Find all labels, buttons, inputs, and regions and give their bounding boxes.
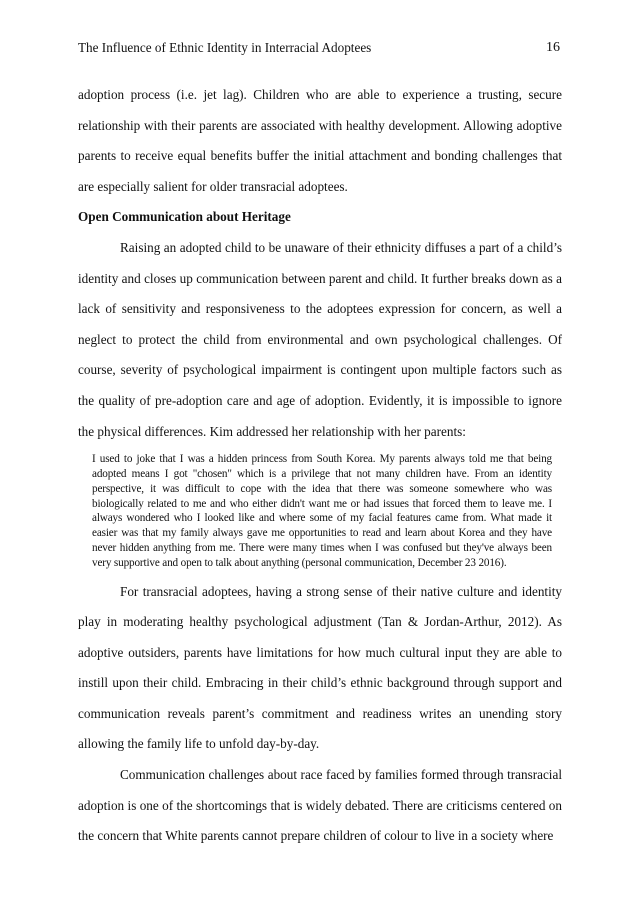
running-head-title: The Influence of Ethnic Identity in Interracial Adoptees [78,40,372,55]
block-quote: I used to joke that I was a hidden princess from South Korea. My parents always told me that being adopted means I got "chosen" which is a privilege that not many children have. From an identity perspective, it was difficult to cope with the idea that there was someone somewhere who was biologically related to me and who either didn't want me or had issues that forced them to leave me. I always wondered who I looked like and where some of my facial features came from. What made it easier was that my family always gave me opportunities to read and learn about Korea and they have never hidden anything from me. There were many times when I was confused but they've always been very supportive and open to talk about anything (personal communication, December 23 2016). [92,453,552,569]
paragraph-continuation: adoption process (i.e. jet lag). Children who are able to experience a trusting, secure relationship with their parents are associated with healthy development. Allowing adoptive parents to receive equal benefits buffer the initial attachment and bonding challenges that are especially salient for older transracial adoptees. [78,87,562,194]
body-text [78,80,562,852]
paragraph-raising: Raising an adopted child to be unaware of their ethnicity diffuses a part of a child’s identity and closes up communication between parent and child. It further breaks down as a lack of sensitivity and responsiveness to the adoptees expression for concern, as well a neglect to protect the child from environmental and own psychological challenges. Of course, severity of psychological impairment is contingent upon multiple factors such as the quality of pre-adoption care and age of adoption. Evidently, it is impossible to ignore the physical differences. Kim addressed her relationship with her parents: [78,239,562,439]
paragraph-transracial: For transracial adoptees, having a strong sense of their native culture and identity play in moderating healthy psychological adjustment (Tan & Jordan-Arthur, 2012). As adoptive outsiders, parents have limitations for how much cultural input they are able to instill upon their child. Embracing in their child’s ethnic background through support and communication reveals parent’s commitment and readiness writes an unending story allowing the family life to unfold day-by-day. [78,583,562,752]
page-number: 16 [546,40,560,55]
section-heading: Open Communication about Heritage [78,209,291,225]
running-head [78,38,568,58]
paragraph-communication: Communication challenges about race faced by families formed through transracial adoption is one of the shortcomings that is widely debated. There are criticisms centered on the concern that White parents cannot prepare children of colour to live in a society where [78,767,562,844]
